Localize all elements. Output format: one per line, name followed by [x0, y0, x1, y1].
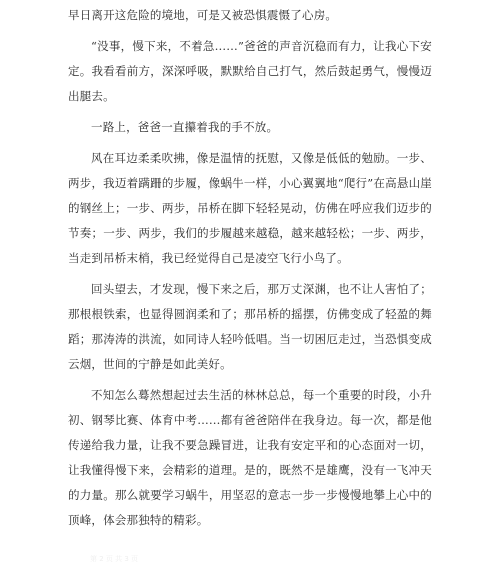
paragraph-reflection: 不知怎么蓦然想起过去生活的林林总总，每一个重要的时段，小升初、钢琴比赛、体育中考……都有爸爸陪伴在我身边。每一次，都是他传递给我力量，让我不要急躁冒进，让我有安定平和的心态面对一切，让我懂得慢下来，会精彩的道理。是的，既然不是雄鹰，没有一飞冲天的力量。那么就要学习蜗牛，用坚忍的意志一步一步慢慢地攀上心中的顶峰，体会那独特的精彩。 — [68, 388, 432, 527]
paragraph-looking-back: 回头望去，才发现，慢下来之后，那万丈深渊，也不让人害怕了；那根根铁索，也显得圆润柔和了；那吊桥的摇摆，仿佛变成了轻盈的舞蹈；那涛涛的洪流，如同诗人轻吟低唱。当一切困厄走过，当恐惧变成云烟，世间的宁静是如此美好。 — [68, 282, 432, 371]
page-footer: 第 2 页 共 3 页 — [90, 555, 139, 563]
paragraph-continuation: 早日离开这危险的境地，可是又被恐惧震慑了心房。 — [68, 8, 338, 22]
paragraph-holding-hand: 一路上，爸爸一直攥着我的手不放。 — [91, 120, 279, 134]
paragraph-crossing-bridge: 风在耳边柔柔吹拂，像是温情的抚慰，又像是低低的勉励。一步、两步，我迈着蹒跚的步履，像蜗牛一样，小心翼翼地“爬行”在高悬山崖的钢丝上；一步、两步，吊桥在脚下轻轻晃动，仿佛在呼应我们迈步的节奏；一步、两步，我们的步履越来越稳，越来越轻松；一步、两步，当走到吊桥末梢，我已经觉得自己是凌空飞行小鸟了。 — [68, 151, 432, 265]
paragraph-dialogue: “没事，慢下来，不着急……”爸爸的声音沉稳而有力，让我心下安定。我看看前方，深深呼吸，默默给自己打气，然后鼓起勇气，慢慢迈出腿去。 — [68, 39, 432, 103]
